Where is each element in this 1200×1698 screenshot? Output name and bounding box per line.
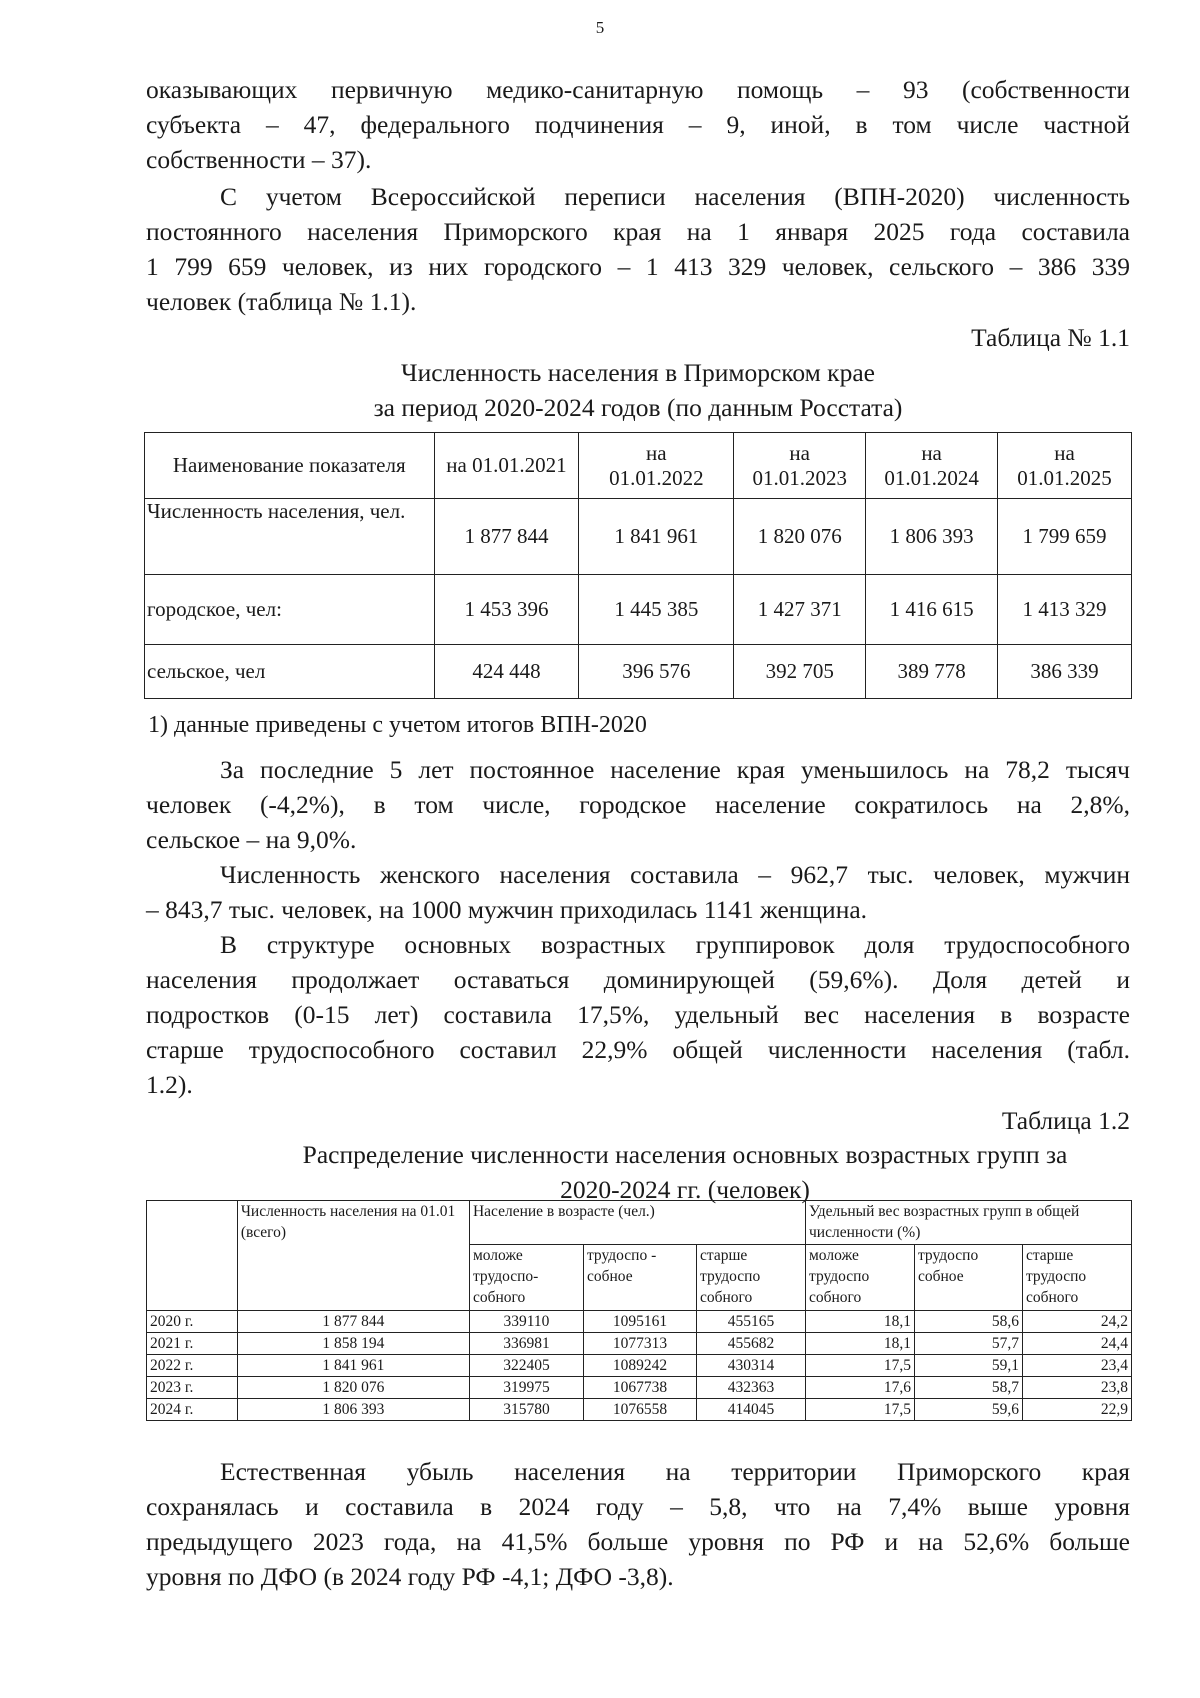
table-cell: 432363 <box>697 1377 806 1399</box>
table-row <box>145 575 1132 645</box>
table2-label: Таблица 1.2 <box>1001 1106 1130 1135</box>
row-label: городское, чел: <box>145 575 435 645</box>
text-line: подростков (0-15 лет) составила 17,5%, удельный вес населения в возрасте <box>146 1000 1130 1029</box>
row-label: Численность населения, чел. <box>145 499 435 575</box>
table-cell: 1 841 961 <box>237 1355 469 1377</box>
table-cell: 1076558 <box>583 1399 696 1421</box>
table-cell: 414045 <box>697 1399 806 1421</box>
table-cell: 389 778 <box>866 645 998 699</box>
table1-title-line2: за период 2020-2024 годов (по данным Росстата) <box>373 393 903 422</box>
row-year: 2024 г. <box>147 1399 238 1421</box>
population-table <box>144 432 1132 699</box>
text-line: сохранялась и составила в 2024 году – 5,8, что на 7,4% выше уровня <box>146 1492 1130 1521</box>
table-row <box>147 1377 1132 1399</box>
table-cell: 1 841 961 <box>579 499 734 575</box>
header-working-age: трудоспо - собное <box>583 1245 696 1311</box>
paragraph-gender <box>146 857 1130 927</box>
header-older-working-age: старше трудоспо собного <box>697 1245 806 1311</box>
table-cell: 1 877 844 <box>237 1311 469 1333</box>
table-cell: 1 445 385 <box>579 575 734 645</box>
header-younger-share: моложе трудоспо собного <box>805 1245 914 1311</box>
table-row <box>147 1399 1132 1421</box>
header-date-2021: на 01.01.2021 <box>434 433 579 499</box>
table-cell: 58,7 <box>914 1377 1022 1399</box>
table-row <box>147 1311 1132 1333</box>
table1-title-line1: Численность населения в Приморском крае <box>401 358 875 387</box>
table-cell: 18,1 <box>805 1311 914 1333</box>
table1-title <box>146 355 1130 425</box>
text-line: собственности – 37). <box>146 145 372 174</box>
table-cell: 455165 <box>697 1311 806 1333</box>
table2-title-line2: 2020-2024 гг. (человек) <box>560 1175 810 1204</box>
table-cell: 319975 <box>469 1377 583 1399</box>
table-cell: 1077313 <box>583 1333 696 1355</box>
table2-title <box>240 1137 1130 1207</box>
table-cell: 392 705 <box>734 645 866 699</box>
text-line: За последние 5 лет постоянное население края уменьшилось на 78,2 тысяч <box>220 755 1130 784</box>
table1-label: Таблица № 1.1 <box>971 323 1130 352</box>
table2-title-line1: Распределение численности населения основных возрастных групп за <box>302 1140 1068 1169</box>
table-cell: 59,6 <box>914 1399 1022 1421</box>
table-cell: 315780 <box>469 1399 583 1421</box>
age-groups-table <box>146 1200 1132 1421</box>
table-cell: 1095161 <box>583 1311 696 1333</box>
text-line: В структуре основных возрастных группировок доля трудоспособного <box>220 930 1130 959</box>
table-cell: 424 448 <box>434 645 579 699</box>
table-cell: 17,5 <box>805 1355 914 1377</box>
text-line: С учетом Всероссийской переписи населения (ВПН-2020) численность <box>220 182 1130 211</box>
table-cell: 1 858 194 <box>237 1333 469 1355</box>
text-line: предыдущего 2023 года, на 41,5% больше уровня по РФ и на 52,6% больше <box>146 1527 1130 1556</box>
row-year: 2020 г. <box>147 1311 238 1333</box>
text-line: Естественная убыль населения на территории Приморского края <box>220 1457 1130 1486</box>
table-cell: 336981 <box>469 1333 583 1355</box>
header-total-population: Численность населения на 01.01 (всего) <box>237 1201 469 1311</box>
header-age-groups: Население в возрасте (чел.) <box>469 1201 805 1245</box>
table-cell: 17,6 <box>805 1377 914 1399</box>
table-cell: 17,5 <box>805 1399 914 1421</box>
text-line: – 843,7 тыс. человек, на 1000 мужчин приходилась 1141 женщина. <box>146 895 868 924</box>
table-cell: 23,8 <box>1022 1377 1131 1399</box>
paragraph-medical-help <box>146 72 1130 177</box>
table-cell: 59,1 <box>914 1355 1022 1377</box>
header-date-2023: на 01.01.2023 <box>734 433 866 499</box>
table-cell: 1 820 076 <box>237 1377 469 1399</box>
table-row <box>147 1355 1132 1377</box>
row-year: 2021 г. <box>147 1333 238 1355</box>
table-cell: 1 413 329 <box>998 575 1132 645</box>
table-row <box>145 645 1132 699</box>
text-line: Численность женского населения составила – 962,7 тыс. человек, мужчин <box>220 860 1130 889</box>
text-line: 1.2). <box>146 1070 193 1099</box>
header-date-2024: на 01.01.2024 <box>866 433 998 499</box>
table-cell: 58,6 <box>914 1311 1022 1333</box>
table-cell: 430314 <box>697 1355 806 1377</box>
table-cell: 1 427 371 <box>734 575 866 645</box>
text-line: субъекта – 47, федерального подчинения – 9, иной, в том числе частной <box>146 110 1130 139</box>
table-row <box>147 1333 1132 1355</box>
table-cell: 1067738 <box>583 1377 696 1399</box>
table-cell: 1 416 615 <box>866 575 998 645</box>
header-date-2022: на 01.01.2022 <box>579 433 734 499</box>
text-line: уровня по ДФО (в 2024 году РФ -4,1; ДФО -3,8). <box>146 1562 674 1591</box>
table-cell: 1 453 396 <box>434 575 579 645</box>
text-line: старше трудоспособного составил 22,9% общей численности населения (табл. <box>146 1035 1130 1064</box>
row-label: сельское, чел <box>145 645 435 699</box>
table-cell: 339110 <box>469 1311 583 1333</box>
table-cell: 386 339 <box>998 645 1132 699</box>
header-age-share: Удельный вес возрастных групп в общей численности (%) <box>805 1201 1131 1245</box>
header-older-share: старше трудоспо собного <box>1022 1245 1131 1311</box>
paragraph-population-decline <box>146 752 1130 857</box>
text-line: 1 799 659 человек, из них городского – 1 413 329 человек, сельского – 386 339 <box>146 252 1130 281</box>
table-header-row <box>145 433 1132 499</box>
table-cell: 23,4 <box>1022 1355 1131 1377</box>
table-cell: 322405 <box>469 1355 583 1377</box>
header-date-2025: на 01.01.2025 <box>998 433 1132 499</box>
header-younger-working-age: моложе трудоспо-собного <box>469 1245 583 1311</box>
text-line: оказывающих первичную медико-санитарную помощь – 93 (собственности <box>146 75 1130 104</box>
table-cell: 455682 <box>697 1333 806 1355</box>
table-cell: 1 806 393 <box>866 499 998 575</box>
table-cell: 57,7 <box>914 1333 1022 1355</box>
header-empty <box>147 1201 238 1311</box>
table-header-row <box>147 1201 1132 1245</box>
paragraph-age-structure <box>146 927 1130 1102</box>
table1-footnote: 1) данные приведены с учетом итогов ВПН-2020 <box>148 712 647 738</box>
table-cell: 24,2 <box>1022 1311 1131 1333</box>
text-line: населения продолжает оставаться доминирующей (59,6%). Доля детей и <box>146 965 1130 994</box>
header-working-share: трудоспо собное <box>914 1245 1022 1311</box>
table-row <box>145 499 1132 575</box>
table-cell: 24,4 <box>1022 1333 1131 1355</box>
text-line: человек (-4,2%), в том числе, городское население сократилось на 2,8%, <box>146 790 1130 819</box>
text-line: человек (таблица № 1.1). <box>146 287 417 316</box>
table-cell: 18,1 <box>805 1333 914 1355</box>
table-cell: 1089242 <box>583 1355 696 1377</box>
page-number: 5 <box>595 18 605 37</box>
text-line: постоянного населения Приморского края на 1 января 2025 года составила <box>146 217 1130 246</box>
row-year: 2023 г. <box>147 1377 238 1399</box>
table-cell: 22,9 <box>1022 1399 1131 1421</box>
header-indicator-name: Наименование показателя <box>145 433 435 499</box>
table-cell: 1 877 844 <box>434 499 579 575</box>
table-cell: 396 576 <box>579 645 734 699</box>
table-cell: 1 806 393 <box>237 1399 469 1421</box>
text-line: сельское – на 9,0%. <box>146 825 357 854</box>
row-year: 2022 г. <box>147 1355 238 1377</box>
table-cell: 1 820 076 <box>734 499 866 575</box>
paragraph-population-census <box>146 179 1130 319</box>
paragraph-natural-decline <box>146 1454 1130 1594</box>
table-cell: 1 799 659 <box>998 499 1132 575</box>
